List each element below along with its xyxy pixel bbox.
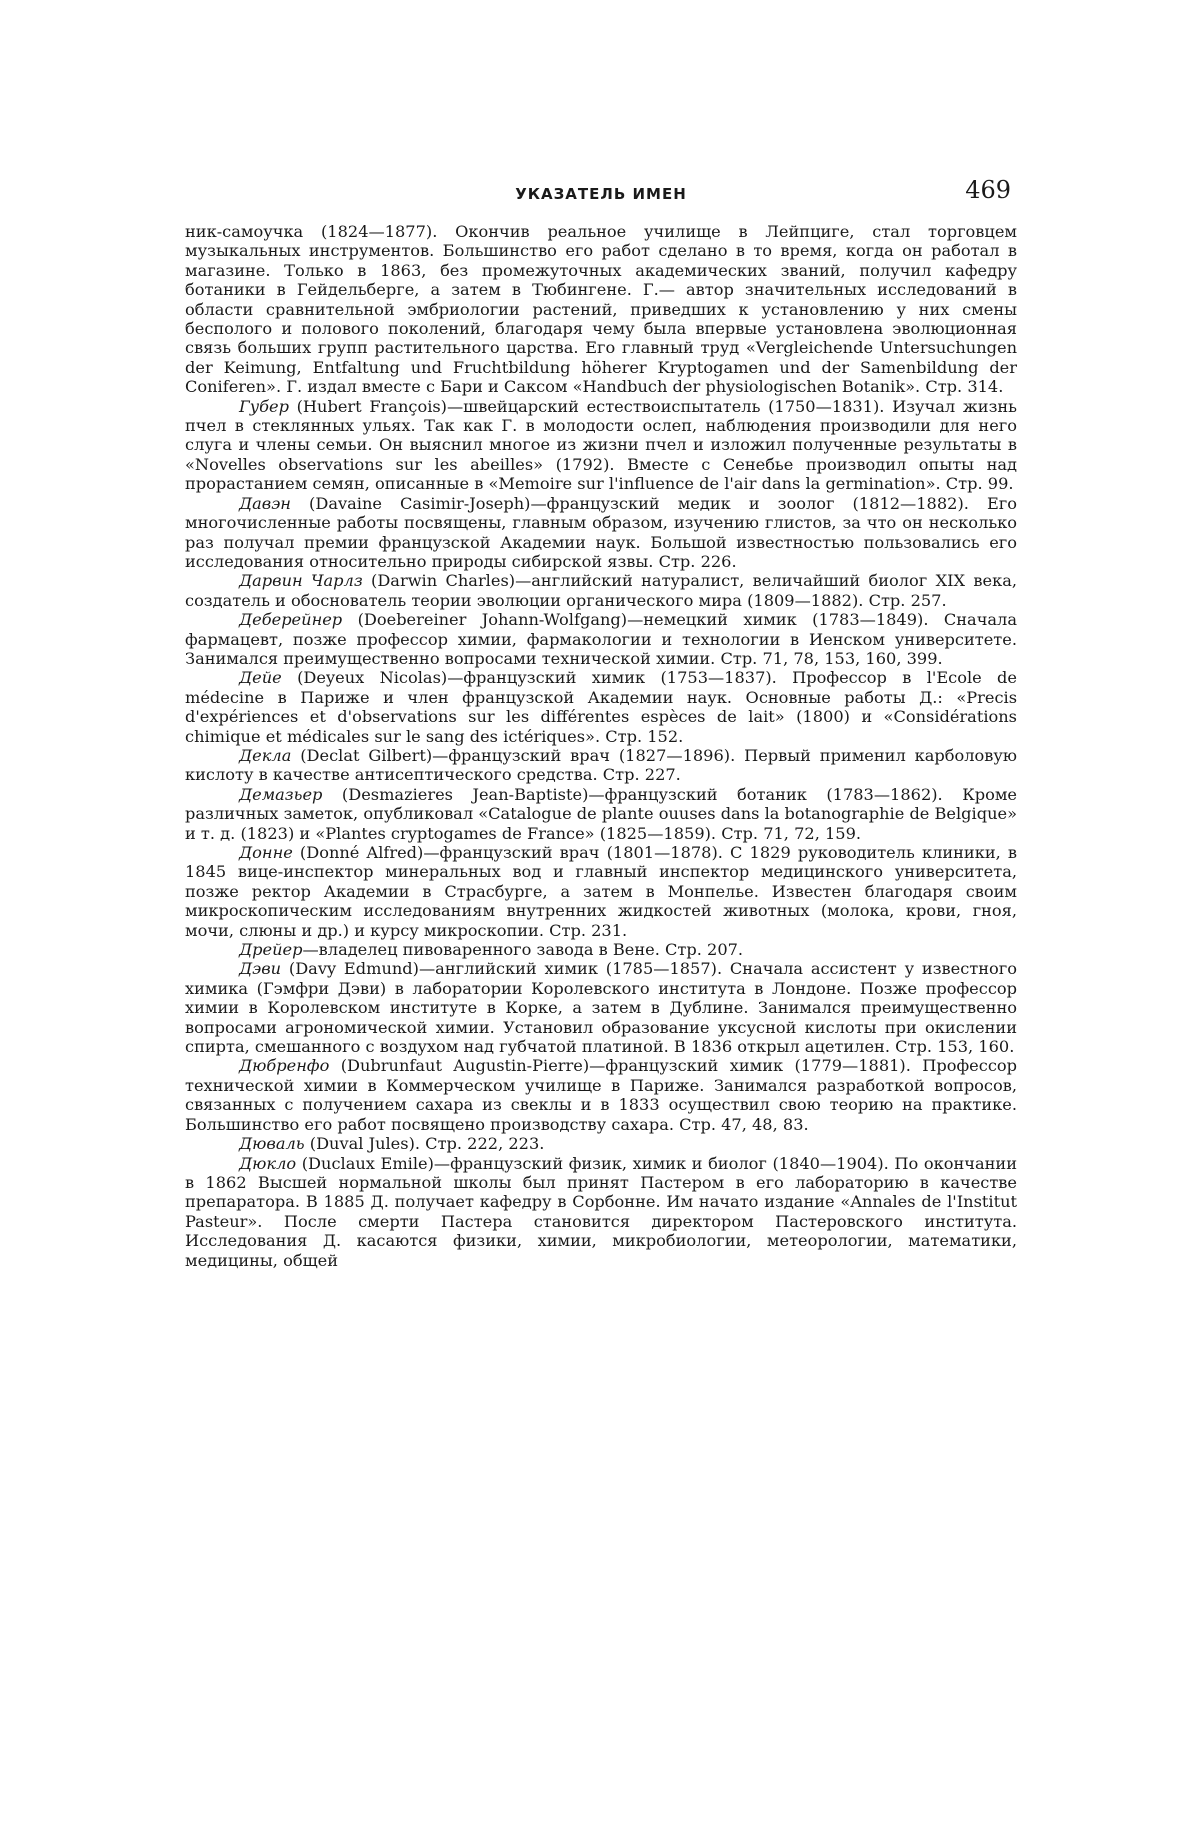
running-header: УКАЗАТЕЛЬ ИМЕН	[185, 185, 1017, 203]
entry-name: Дейе	[239, 668, 282, 687]
entry-name: Дарвин Чарлз	[239, 571, 363, 590]
entry-name: Декла	[239, 746, 291, 765]
entry-text: (Darwin Charles)—английский натуралист, величайший биолог XIX века, создатель и обоснователь теории эволюции органического мира (1809—1882). Стр. 257.	[185, 571, 1017, 609]
entry-name: Дюкло	[239, 1154, 296, 1173]
entry-name: Губер	[239, 397, 289, 416]
entry-name: Давэн	[239, 494, 291, 513]
entry-text: (Desmazieres Jean-Baptiste)—французский ботаник (1783—1862). Кроме различных заметок, опубликовал «Catalogue de plante ouuses dans la botanographie de Belgique» и т. д. (1823) и «Plantes cryptogames de France» (1825—1859). Стр. 71, 72, 159.	[185, 785, 1017, 843]
entry-name: Дрейер	[239, 940, 302, 959]
index-entry-darwin	[185, 571, 1017, 610]
index-body	[185, 222, 1017, 1270]
index-entry-dreyer	[185, 940, 1017, 959]
index-entry-duclaux	[185, 1154, 1017, 1270]
index-entry-davaine	[185, 494, 1017, 572]
entry-text: (Duclaux Emile)—французский физик, химик и биолог (1840—1904). По окончании в 1862 Высшей нормальной школы был принят Пастером в его лабораторию в качестве препаратора. В 1885 Д. получает кафедру в Сорбонне. Им начато издание «Annales de l'Institut Pasteur». После смерти Пастера становится директором Пастеровского института. Исследования Д. касаются физики, химии, микробиологии, метеорологии, математики, медицины, общей	[185, 1154, 1017, 1270]
entry-text: (Davaine Casimir-Joseph)—французский медик и зоолог (1812—1882). Его многочисленные работы посвящены, главным образом, изучению глистов, за что он несколько раз получал премии французской Академии наук. Большой известностью пользовались его исследования относительно природы сибирской язвы. Стр. 226.	[185, 494, 1017, 571]
entry-name: Демазьер	[239, 785, 322, 804]
index-entry-donne	[185, 843, 1017, 940]
entry-text: (Declat Gilbert)—французский врач (1827—1896). Первый применил карболовую кислоту в качестве антисептического средства. Стр. 227.	[185, 746, 1017, 784]
entry-name: Дюбренфо	[239, 1056, 329, 1075]
index-entry-huber	[185, 397, 1017, 494]
index-entry-davy	[185, 959, 1017, 1056]
index-entry-duval	[185, 1134, 1017, 1153]
index-entry-doebereiner	[185, 610, 1017, 668]
entry-text: (Hubert François)—швейцарский естествоиспытатель (1750—1831). Изучал жизнь пчел в стеклянных ульях. Так как Г. в молодости ослеп, наблюдения производили для него слуга и члены семьи. Он выяснил многое из жизни пчел и изложил полученные результаты в «Novelles observations sur les abeilles» (1792). Вместе с Сенебье производил опыты над прорастанием семян, описанные в «Memoire sur l'influence de l'air dans la germination». Стр. 99.	[185, 397, 1017, 494]
entry-name: Донне	[239, 843, 293, 862]
entry-text: (Dubrunfaut Augustin-Pierre)—французский химик (1779—1881). Профессор технической химии в Коммерческом училище в Париже. Занимался разработкой вопросов, связанных с получением сахара из свеклы и в 1833 осуществил свою теорию на практике. Большинство его работ посвящено производству сахара. Стр. 47, 48, 83.	[185, 1056, 1017, 1133]
index-entry-declat	[185, 746, 1017, 785]
entry-text: (Doebereiner Johann-Wolfgang)—немецкий химик (1783—1849). Сначала фармацевт, позже профессор химии, фармакологии и технологии в Иенском университете. Занимался преимущественно вопросами технической химии. Стр. 71, 78, 153, 160, 399.	[185, 610, 1017, 668]
entry-name: Деберейнер	[239, 610, 342, 629]
entry-name: Дэви	[239, 959, 281, 978]
continued-entry: ник-самоучка (1824—1877). Окончив реальное училище в Лейпциге, стал торговцем музыкальных инструментов. Большинство его работ сделано в то время, когда он работал в магазине. Только в 1863, без промежуточных академических званий, получил кафедру ботаники в Гейдельберге, а затем в Тюбингене. Г.— автор значительных исследований в области сравнительной эмбриологии растений, приведших к установлению у них смены бесполого и полового поколений, благодаря чему была впервые установлена эволюционная связь больших групп растительного царства. Его главный труд «Vergleichende Untersuchungen der Keimung, Entfaltung und Fruchtbildung höherer Kryptogamen und der Samenbildung der Coniferen». Г. издал вместе с Бари и Саксом «Handbuch der physiologischen Botanik». Стр. 314.	[185, 222, 1017, 397]
book-page	[185, 0, 1017, 1830]
entry-text: (Duval Jules). Стр. 222, 223.	[305, 1134, 545, 1153]
index-entry-desmazieres	[185, 785, 1017, 843]
index-entry-dubrunfaut	[185, 1056, 1017, 1134]
entry-text: (Davy Edmund)—английский химик (1785—1857). Сначала ассистент у известного химика (Гэмфри Дэви) в лаборатории Королевского института в Лондоне. Позже профессор химии в Королевском институте в Корке, а затем в Дублине. Занимался преимущественно вопросами агрономической химии. Установил образование уксусной кислоты при окислении спирта, смешанного с воздухом над губчатой платиной. В 1836 открыл ацетилен. Стр. 153, 160.	[185, 959, 1017, 1056]
entry-text: (Donné Alfred)—французский врач (1801—1878). С 1829 руководитель клиники, в 1845 вице-инспектор минеральных вод и главный инспектор медицинского университета, позже ректор Академии в Страсбурге, а затем в Монпелье. Известен благодаря своим микроскопическим исследованиям внутренних жидкостей животных (молока, крови, гноя, мочи, слюны и др.) и курсу микроскопии. Стр. 231.	[185, 843, 1017, 940]
page-number: 469	[965, 176, 1011, 204]
index-entry-deyeux	[185, 668, 1017, 746]
entry-text: (Deyeux Nicolas)—французский химик (1753—1837). Профессор в l'Ecole de médecine в Париже и член французской Академии наук. Основные работы Д.: «Precis d'expériences et d'observations sur les différentes espèces de lait» (1800) и «Considérations chimique et médicales sur le sang des ictériques». Стр. 152.	[185, 668, 1017, 745]
entry-name: Дюваль	[239, 1134, 305, 1153]
entry-text: —владелец пивоваренного завода в Вене. Стр. 207.	[302, 940, 743, 959]
